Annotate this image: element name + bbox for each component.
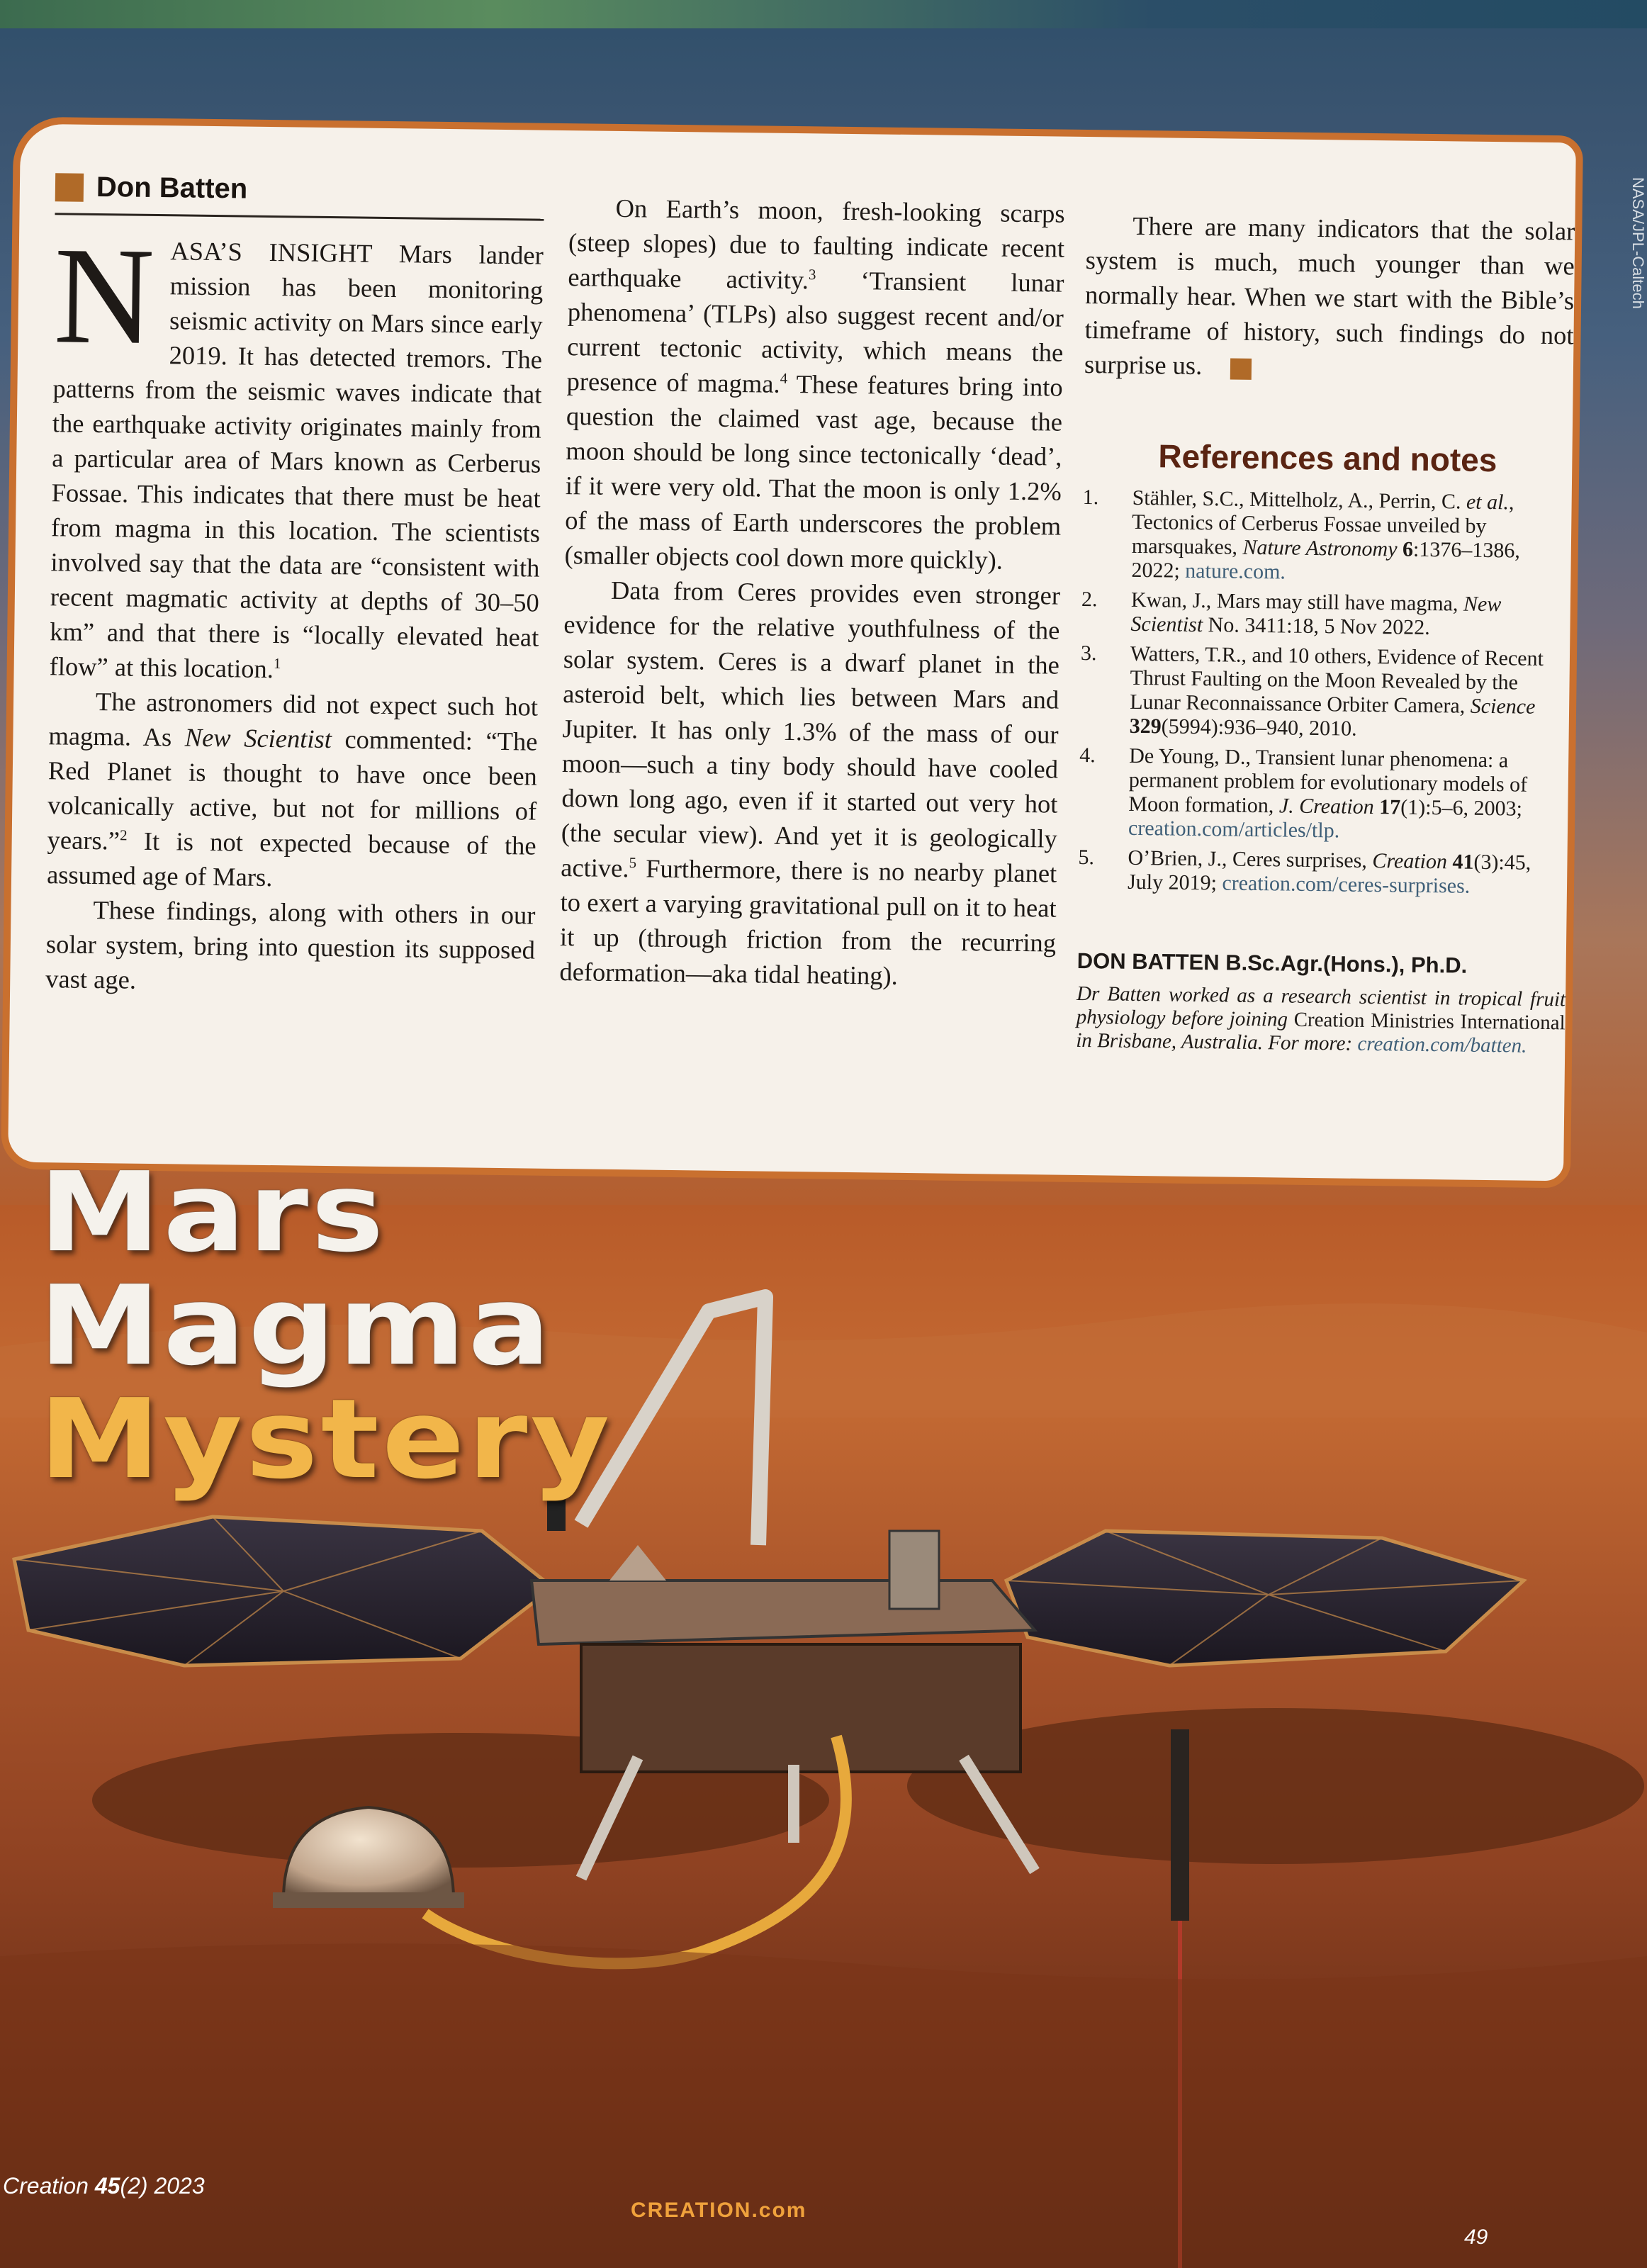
journal-citation: Creation 45(2) 2023	[3, 2173, 205, 2199]
reference-item: 5. O’Brien, J., Ceres surprises, Creation 41(3):45, July 2019; creation.com/ceres-surprises.	[1078, 845, 1531, 898]
reference-link[interactable]: nature.com.	[1185, 558, 1286, 584]
bio-link[interactable]: creation.com/batten.	[1357, 1032, 1527, 1057]
title-line-2: Magma	[39, 1262, 553, 1390]
reference-item: 4. De Young, D., Transient lunar phenomena: a permanent problem for evolutionary models of Moon formation, J. Creation 17(1):5–6, 2003; creation.com/articles/tlp.	[1079, 743, 1528, 843]
reference-item: 1. Stähler, S.C., Mittelholz, A., Perrin, C. et al., Tectonics of Cerberus Fossae unveiled by marsquakes, Nature Astronomy 6:1376–1386, 2022; nature.com.	[1082, 485, 1521, 584]
title-line-3: Mystery	[39, 1375, 613, 1503]
column-1	[45, 169, 544, 1001]
author-name: Don Batten	[96, 171, 248, 205]
opening-paragraph	[49, 218, 544, 689]
paragraph: On Earth’s moon, fresh-looking scarps (steep slopes) due to faulting indicate recent earthquake activity.$^3$ ‘Transient lunar phenomena’ (TLPs) also suggest recent and/or current tectonic activity, which means the presence of magma.$^4$ These features bring into question the claimed vast age, because the moon should be long since tectonically ‘dead’, if it were very old. That the moon is only 1.2% of the mass of Earth underscores the problem (smaller objects cool down more quickly).	[564, 193, 1065, 575]
reference-link[interactable]: creation.com/articles/tlp.	[1128, 816, 1340, 843]
paragraph: Data from Ceres provides even stronger evidence for the relative youthfulness of the solar system. Ceres is a dwarf planet in the asteroid belt, which lies between Mars and Jupiter. It has only 1.3% of the mass of our moon—such a tiny body should have cooled down long ago, even if it started out very hot (the secular view). And yet it is geologically active.$^5$ Furthermore, there is no nearby planet to exert a varying gravitational pull on it to heat it up (through friction from the recurring deformation—aka tidal heating).	[559, 575, 1061, 990]
column-3	[1076, 208, 1575, 1058]
title-line-1: Mars	[39, 1148, 387, 1276]
column-2	[559, 190, 1065, 994]
deck-cylinder	[889, 1531, 939, 1609]
heat-probe-mast	[1171, 1729, 1189, 1921]
opening-text: ASA’S INSIGHT Mars lander mission has been monitoring seismic activity on Mars since early 2019. It has detected tremors. The patterns from the seismic waves indicate that the earthquake activity originates mainly from a particular area of Mars known as Cerberus Fossae. This indicates that there must be heat from magma in this location. The scientists involved say that the data are “consistent with recent magmatic activity at depths of 30–50 km” and that there is “locally elevated heat flow” at this location.	[49, 236, 544, 684]
foreground-cliff	[0, 1943, 1647, 2268]
reference-link[interactable]: creation.com/ceres-surprises.	[1222, 871, 1471, 898]
references-list	[1078, 485, 1572, 899]
author-bio: Dr Batten worked as a research scientist in tropical fruit physiology before joining Creation Ministries International in Brisbane, Australia. For more: creation.com/batten.	[1076, 982, 1566, 1057]
paragraph: There are many indicators that the solar system is much, much younger than we normally hear. When we start with the Bible’s timeframe of history, such findings do not surprise us.	[1084, 210, 1575, 381]
byline	[55, 169, 544, 220]
reference-item: 3. Watters, T.R., and 10 others, Evidence of Recent Thrust Faulting on the Moon Revealed by the Lunar Reconnaissance Orbiter Camera, Science 329(5994):936–940, 2010.	[1080, 641, 1544, 741]
lander-body	[581, 1644, 1021, 1772]
lander-deck	[532, 1581, 1035, 1644]
references-title: References and notes	[1158, 437, 1497, 479]
footnote-ref: 3	[808, 266, 816, 284]
reference-item: 2. Kwan, J., Mars may still have magma, New Scientist No. 3411:18, 5 Nov 2022.	[1081, 587, 1502, 639]
drop-cap: N	[52, 218, 155, 374]
footnote-ref: 1	[273, 654, 281, 673]
site-name[interactable]: CREATION.com	[631, 2199, 807, 2222]
footnote-ref: 4	[780, 369, 788, 387]
byline-marker	[55, 173, 84, 201]
deck-cone	[609, 1545, 666, 1581]
footnote-ref: 5	[629, 854, 637, 872]
solar-panel-right	[1006, 1531, 1524, 1666]
image-credit: NASA/JPL-Caltech	[1629, 177, 1647, 309]
footnote-ref: 2	[119, 826, 128, 844]
end-mark	[1230, 358, 1252, 379]
paragraph: The astronomers did not expect such hot magma. As New Scientist commented: “The Red Planet is thought to have once been volcanically active, but not for millions of years.”$^2$ It is not expected because of the assumed age of Mars.	[46, 687, 539, 892]
page-number: 49	[1464, 2225, 1488, 2249]
article-card	[1, 117, 1583, 1189]
author-bio-name: DON BATTEN B.Sc.Agr.(Hons.), Ph.D.	[1077, 948, 1468, 978]
paragraph: These findings, along with others in our solar system, bring into question its supposed vast age.	[45, 894, 536, 994]
